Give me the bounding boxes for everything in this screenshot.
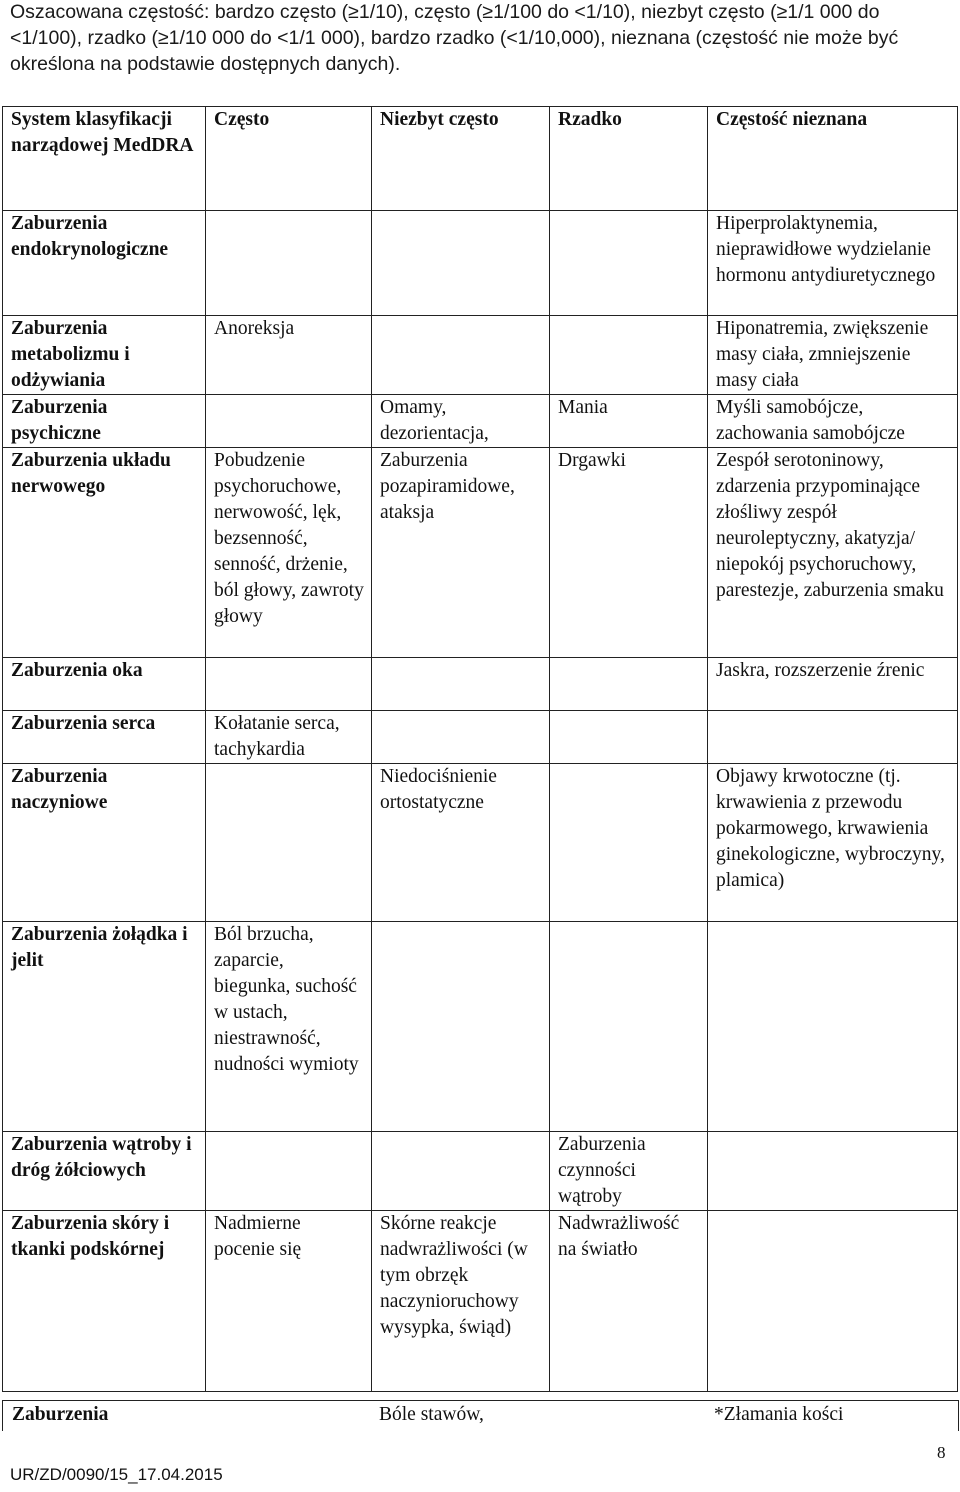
uncommon-cell [372,1132,550,1211]
table-header-row [3,107,958,211]
uncommon-cell: Zaburzenia pozapiramidowe, ataksja [372,448,550,658]
soc-cell: Zaburzenia układu nerwowego [3,448,206,658]
table-row [3,211,958,316]
unknown-cell: Objawy krwotoczne (tj. krwawienia z przewodu pokarmowego, krwawienia ginekologiczne, wybroczyny, plamica) [708,764,958,922]
header-uncommon: Niezbyt często [372,107,550,211]
uncommon-cell: Omamy, dezorientacja, [372,395,550,448]
soc-cell: Zaburzenia naczyniowe [3,764,206,922]
common-cell [206,658,372,711]
table-row [3,711,958,764]
uncommon-cell [372,922,550,1132]
common-cell [206,211,372,316]
header-soc: System klasyfikacji narządowej MedDRA [3,107,206,211]
uncommon-cell: Skórne reakcje nadwrażliwości (w tym obrzęk naczynioruchowy wysypka, świąd) [372,1211,550,1392]
unknown-cell: Hiperprolaktynemia, nieprawidłowe wydzielanie hormonu antydiuretycznego [708,211,958,316]
unknown-cell [708,1132,958,1211]
uncommon-cell [372,316,550,395]
rare-cell [550,316,708,395]
soc-cell: Zaburzenia wątroby i dróg żółciowych [3,1132,206,1211]
tail-soc: Zaburzenia [12,1404,109,1425]
common-cell [206,395,372,448]
unknown-cell: Zespół serotoninowy, zdarzenia przypominające złośliwy zespół neuroleptyczny, akatyzja/ niepokój psychoruchowy, parestezje, zaburzenia smaku [708,448,958,658]
rare-cell: Nadwrażliwość na światło [550,1211,708,1392]
rare-cell: Mania [550,395,708,448]
frequency-definition-paragraph: Oszacowana częstość: bardzo często (≥1/10), często (≥1/100 do <1/10), niezbyt często (≥1/1 000 do <1/100), rzadko (≥1/10 000 do <1/1 000), bardzo rzadko (<1/10,000), nieznana (częstość nie może być określona na podstawie dostępnych danych). [10,1,899,75]
header-common: Często [206,107,372,211]
unknown-cell [708,922,958,1132]
document-reference: UR/ZD/0090/15_17.04.2015 [10,1465,223,1484]
uncommon-cell [372,711,550,764]
unknown-cell [708,1211,958,1392]
common-cell [206,1132,372,1211]
common-cell: Anoreksja [206,316,372,395]
soc-cell: Zaburzenia metabolizmu i odżywiania [3,316,206,395]
header-unknown: Częstość nieznana [708,107,958,211]
soc-cell: Zaburzenia skóry i tkanki podskórnej [3,1211,206,1392]
table-row [3,395,958,448]
table-row [3,922,958,1132]
soc-cell: Zaburzenia psychiczne [3,395,206,448]
table-row [3,1132,958,1211]
unknown-cell: Myśli samobójcze, zachowania samobójcze [708,395,958,448]
table-row [3,764,958,922]
adverse-reactions-table [2,106,958,1392]
uncommon-cell [372,658,550,711]
page-number: 8 [937,1443,946,1462]
rare-cell: Drgawki [550,448,708,658]
common-cell [206,764,372,922]
unknown-cell: Hiponatremia, zwiększenie masy ciała, zmniejszenie masy ciała [708,316,958,395]
table-row [3,316,958,395]
tail-uncommon: Bóle stawów, [379,1404,484,1425]
rare-cell [550,658,708,711]
tail-unknown: *Złamania kości [714,1404,844,1425]
rare-cell: Zaburzenia czynności wątroby [550,1132,708,1211]
rare-cell [550,211,708,316]
header-rare: Rzadko [550,107,708,211]
uncommon-cell [372,211,550,316]
table-continuation-row [2,1400,959,1431]
unknown-cell [708,711,958,764]
table-row [3,1211,958,1392]
common-cell: Nadmierne pocenie się [206,1211,372,1392]
table-row [3,658,958,711]
common-cell: Pobudzenie psychoruchowe, nerwowość, lęk, bezsenność, senność, drżenie, ból głowy, zawroty głowy [206,448,372,658]
rare-cell [550,922,708,1132]
rare-cell [550,711,708,764]
rare-cell [550,764,708,922]
soc-cell: Zaburzenia żołądka i jelit [3,922,206,1132]
uncommon-cell: Niedociśnienie ortostatyczne [372,764,550,922]
soc-cell: Zaburzenia oka [3,658,206,711]
unknown-cell: Jaskra, rozszerzenie źrenic [708,658,958,711]
soc-cell: Zaburzenia serca [3,711,206,764]
table-row [3,448,958,658]
soc-cell: Zaburzenia endokrynologiczne [3,211,206,316]
common-cell: Kołatanie serca, tachykardia [206,711,372,764]
common-cell: Ból brzucha, zaparcie, biegunka, suchość w ustach, niestrawność, nudności wymioty [206,922,372,1132]
